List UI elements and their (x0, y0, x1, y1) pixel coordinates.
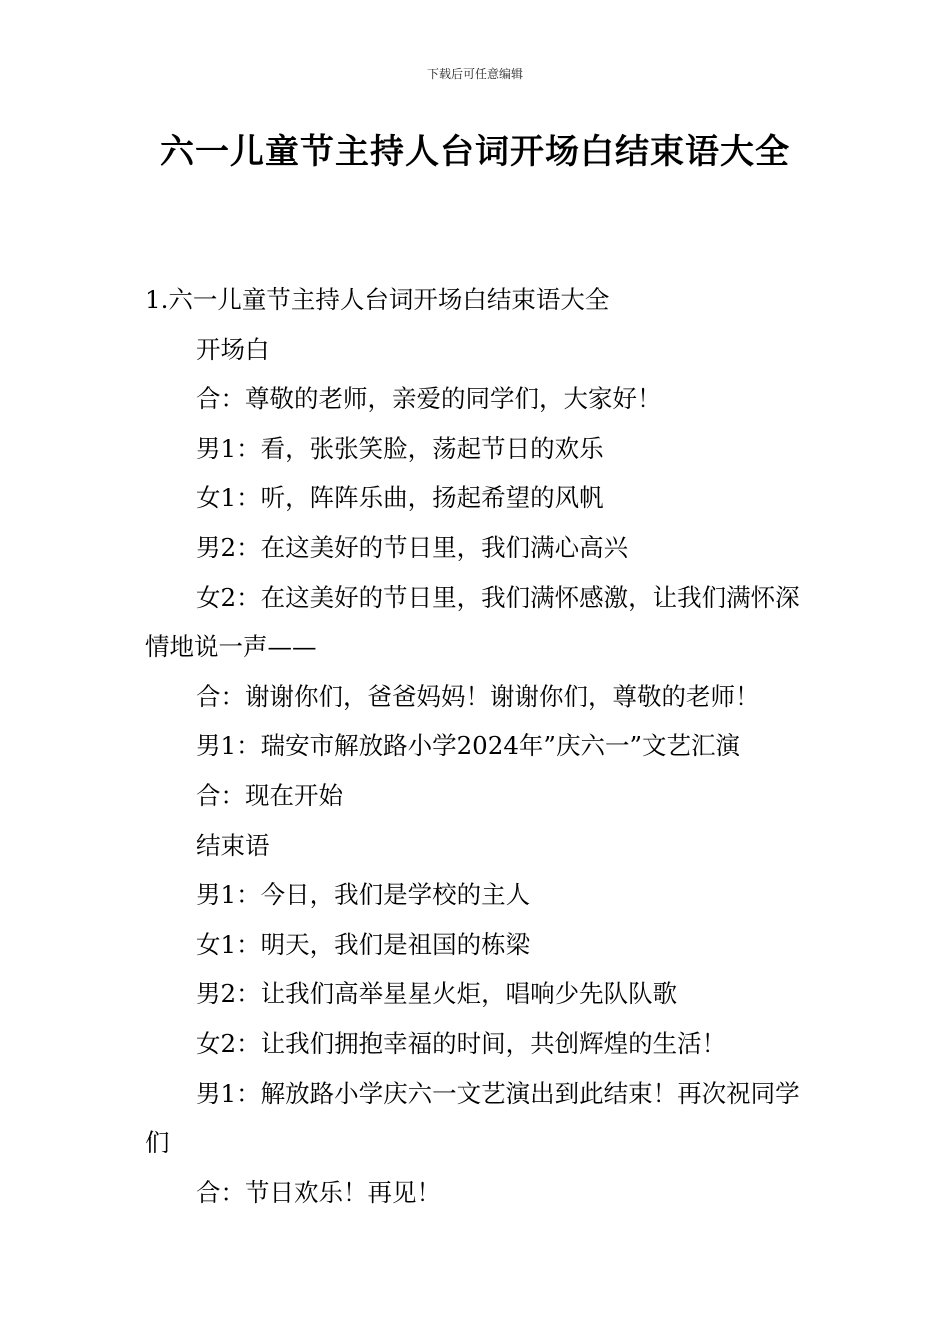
document-title: 六一儿童节主持人台词开场白结束语大全 (160, 132, 790, 172)
page-header-note: 下载后可任意编辑 (426, 67, 523, 81)
script-line: 女1：明天，我们是祖国的栋梁 (196, 929, 531, 959)
script-line: 男2：在这美好的节日里，我们满心高兴 (196, 532, 629, 562)
script-line: 合：节日欢乐！再见！ (196, 1177, 441, 1207)
script-line: 合：尊敬的老师，亲爱的同学们，大家好！ (196, 384, 662, 414)
script-line: 男1：看，张张笑脸，荡起节日的欢乐 (196, 433, 604, 463)
document-body (145, 275, 810, 1217)
script-line: 男2：让我们高举星星火炬，唱响少先队队歌 (196, 979, 678, 1009)
script-line: 男1：瑞安市解放路小学2024年”庆六一”文艺汇演 (196, 731, 740, 761)
subheading-closing: 结束语 (196, 830, 270, 860)
script-line: 合：谢谢你们，爸爸妈妈！谢谢你们，尊敬的老师！ (196, 681, 760, 711)
script-line: 男1：解放路小学庆六一文艺演出到此结束！再次祝同学们 (145, 1078, 800, 1158)
script-line: 男1：今日，我们是学校的主人 (196, 880, 531, 910)
script-line: 女2：让我们拥抱幸福的时间，共创辉煌的生活！ (196, 1028, 727, 1058)
script-line: 女2：在这美好的节日里，我们满怀感激，让我们满怀深情地说一声—— (145, 582, 800, 662)
script-line: 女1：听，阵阵乐曲，扬起希望的风帆 (196, 483, 604, 513)
script-line: 合：现在开始 (196, 780, 343, 810)
subheading-opening: 开场白 (196, 334, 270, 364)
section-heading: 1.六一儿童节主持人台词开场白结束语大全 (145, 285, 610, 314)
